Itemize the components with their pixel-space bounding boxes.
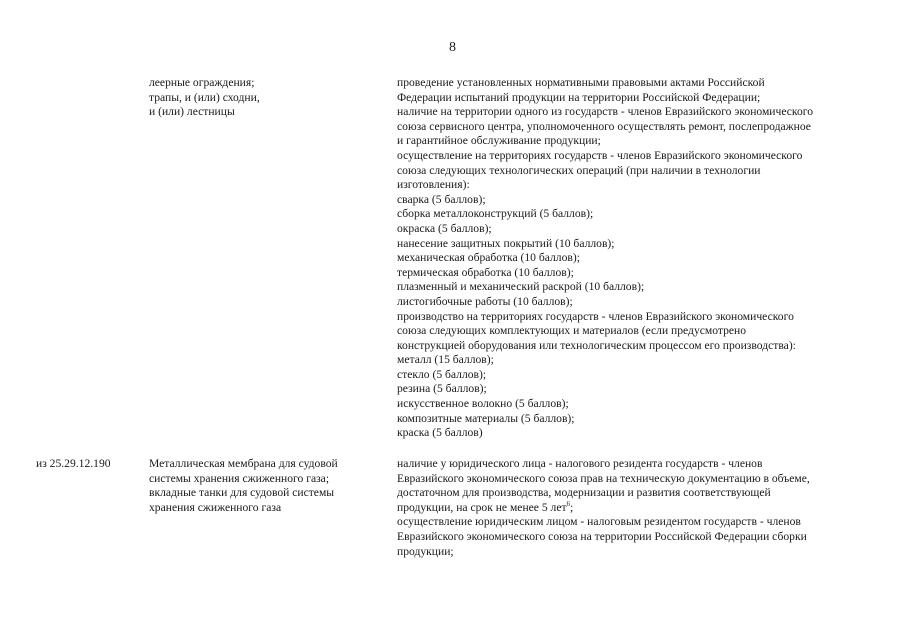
requirement-line: механическая обработка (10 баллов); — [397, 251, 580, 265]
requirement-line: союза следующих технологических операций (при наличии в технологии — [397, 163, 761, 177]
requirement-line: резина (5 баллов); — [397, 382, 487, 396]
product-name-line: системы хранения сжиженного газа; — [149, 471, 330, 485]
requirement-line: наличие на территории одного из государств - членов Евразийского экономического — [397, 105, 814, 119]
requirement-line-with-footnote — [397, 501, 810, 516]
page-number: 8 — [449, 40, 456, 55]
requirement-line: листогибочные работы (10 баллов); — [397, 294, 573, 308]
product-name-line: Металлическая мембрана для судовой — [149, 457, 338, 470]
requirement-line: термическая обработка (10 баллов); — [397, 265, 574, 279]
requirement-line: Евразийского экономического союза прав на техническую документацию в объеме, — [397, 471, 810, 485]
requirement-line: конструкцией оборудования или технологическим процессом его производства): — [397, 338, 796, 352]
requirement-line: плазменный и механический раскрой (10 баллов); — [397, 280, 645, 294]
product-name-cell — [149, 76, 260, 120]
requirement-line: стекло (5 баллов); — [397, 367, 487, 381]
requirement-line: проведение установленных нормативными правовыми актами Российской — [397, 76, 765, 89]
requirement-line: изготовления): — [397, 178, 470, 192]
footnote-reference[interactable]: 6 — [566, 499, 571, 508]
product-name-line: леерные ограждения; — [149, 76, 255, 89]
requirement-line: достаточном для производства, модернизации и развития соответствующей — [397, 486, 771, 500]
requirement-line: производство на территориях государств - членов Евразийского экономического — [397, 309, 794, 323]
requirement-line: осуществление юридическим лицом - налоговым резидентом государств - членов — [397, 515, 801, 529]
requirement-text-suffix: ; — [570, 500, 574, 514]
requirement-line: союза следующих комплектующих и материалов (если предусмотрено — [397, 324, 747, 338]
product-name-line: и (или) лестницы — [149, 105, 235, 119]
product-name-cell — [149, 457, 338, 515]
okpd2-code-cell — [36, 457, 111, 472]
product-name-line: трапы, и (или) сходни, — [149, 90, 260, 104]
requirement-line: нанесение защитных покрытий (10 баллов); — [397, 236, 615, 250]
requirement-text: продукции, на срок не менее 5 лет — [397, 500, 567, 514]
requirement-line: и гарантийное обслуживание продукции; — [397, 134, 601, 148]
requirement-line: осуществление на территориях государств - членов Евразийского экономического — [397, 148, 803, 162]
requirement-line: искусственное волокно (5 баллов); — [397, 397, 569, 411]
requirement-line: композитные материалы (5 баллов); — [397, 411, 575, 425]
requirement-line: окраска (5 баллов); — [397, 221, 492, 235]
requirement-line: союза сервисного центра, уполномоченного осуществлять ремонт, послепродажное — [397, 119, 811, 133]
requirements-cell — [397, 457, 810, 559]
requirement-line: Евразийского экономического союза на территории Российской Федерации сборки — [397, 529, 807, 543]
requirement-line: Федерации испытаний продукции на территории Российской Федерации; — [397, 90, 761, 104]
requirement-line: наличие у юридического лица - налогового резидента государств - членов — [397, 457, 763, 470]
product-name-line: вкладные танки для судовой системы — [149, 486, 335, 500]
requirements-cell — [397, 76, 813, 441]
requirement-line: металл (15 баллов); — [397, 353, 494, 367]
okpd2-code: из 25.29.12.190 — [36, 457, 111, 470]
requirement-line: сварка (5 баллов); — [397, 192, 486, 206]
requirement-line: продукции; — [397, 544, 454, 558]
requirement-line: краска (5 баллов) — [397, 426, 483, 440]
requirement-line: сборка металлоконструкций (5 баллов); — [397, 207, 594, 221]
product-name-line: хранения сжиженного газа — [149, 500, 282, 514]
